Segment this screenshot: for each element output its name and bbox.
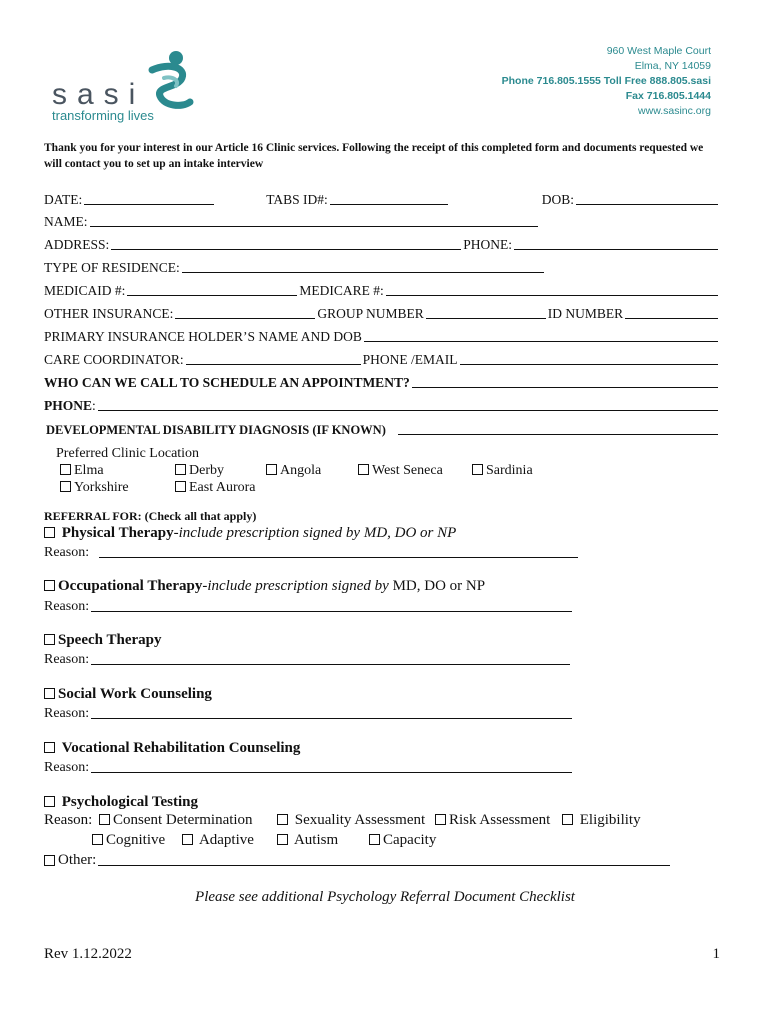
checkbox-icon[interactable] [99,814,110,825]
dd-diagnosis-label: DEVELOPMENTAL DISABILITY DIAGNOSIS (IF KNOWN) [46,423,386,437]
psych-option-cognitive[interactable] [92,832,165,849]
referral-social-work[interactable] [44,686,212,703]
clinic-title: Preferred Clinic Location [56,446,200,461]
other-field[interactable] [98,864,670,866]
psych-option-label: Risk Assessment [449,812,551,828]
clinic-option-yorkshire[interactable] [60,480,129,496]
date-field[interactable] [84,203,214,205]
primary-holder-label: PRIMARY INSURANCE HOLDER’S NAME AND DOB [44,329,362,344]
checkbox-icon[interactable] [44,527,55,538]
clinic-option-sardinia[interactable] [472,463,533,479]
clinic-label: West Seneca [372,463,443,478]
psych-option-autism[interactable] [277,832,338,849]
psych-title: Psychological Testing [61,794,199,810]
care-coordinator-field[interactable] [186,363,361,365]
checkbox-icon[interactable] [472,464,483,475]
address-block [502,44,711,119]
clinic-option-west-seneca[interactable] [358,463,443,479]
referral-psychological-testing[interactable] [44,794,198,811]
social-reason-field[interactable] [91,717,572,719]
checkbox-icon[interactable] [92,834,103,845]
medicaid-field[interactable] [127,294,297,296]
pt-title: Physical Therapy [61,525,174,541]
address-field[interactable] [111,248,461,250]
clinic-label: Elma [74,463,104,478]
phone-email-field[interactable] [460,363,718,365]
who-call-label: WHO CAN WE CALL TO SCHEDULE AN APPOINTMENT? [44,375,410,390]
psych-option-sexuality[interactable] [277,812,425,829]
social-title: Social Work Counseling [58,686,212,702]
checkbox-icon[interactable] [175,464,186,475]
checkbox-icon[interactable] [182,834,193,845]
page-number: 1 [712,946,720,962]
checkbox-icon[interactable] [277,814,288,825]
checkbox-icon[interactable] [175,481,186,492]
ot-reason-field[interactable] [91,610,572,612]
speech-title: Speech Therapy [58,632,162,648]
other-insurance-field[interactable] [175,317,315,319]
name-label: NAME: [44,214,88,229]
checkbox-icon[interactable] [266,464,277,475]
website-link[interactable]: www.sasinc.org [638,105,711,117]
intro-text: Thank you for your interest in our Article 16 Clinic services. Following the receipt of this completed form and documents requested we will contact you to set up an intake interview [44,142,704,170]
fax-line: Fax 716.805.1444 [625,90,711,102]
address-line2: Elma, NY 14059 [634,60,711,72]
checkbox-icon[interactable] [435,814,446,825]
dob-label: DOB: [541,192,574,207]
psych-option-label: Cognitive [106,832,166,848]
vocational-title: Vocational Rehabilitation Counseling [61,740,301,756]
psych-option-capacity[interactable] [369,832,436,849]
psych-option-label: Consent Determination [113,812,253,828]
other-checkbox-icon[interactable] [44,855,55,866]
phone2-field[interactable] [98,409,718,411]
tabs-id-field[interactable] [330,203,448,205]
checkbox-icon[interactable] [562,814,573,825]
checkbox-icon[interactable] [369,834,380,845]
clinic-label: East Aurora [189,480,256,495]
vocational-reason-field[interactable] [91,771,572,773]
speech-reason-field[interactable] [91,663,570,665]
phone-line: Phone 716.805.1555 Toll Free 888.805.sasi [501,75,711,87]
name-field[interactable] [90,225,538,227]
checkbox-icon[interactable] [44,796,55,807]
psych-option-eligibility[interactable] [562,812,641,829]
date-label: DATE: [44,192,83,207]
residence-label: TYPE OF RESIDENCE: [44,260,180,275]
residence-field[interactable] [182,271,544,273]
ot-title: Occupational Therapy [58,578,203,594]
psych-option-consent[interactable] [99,812,253,829]
psych-option-label: Adaptive [198,832,254,848]
ot-note: -include prescription signed by [202,578,389,594]
address-label: ADDRESS: [44,237,110,252]
psych-option-adaptive[interactable] [182,832,254,849]
referral-occupational-therapy[interactable] [44,578,485,595]
social-reason-label: Reason: [44,706,90,721]
clinic-option-east-aurora[interactable] [175,480,255,496]
group-number-field[interactable] [426,317,546,319]
checkbox-icon[interactable] [44,742,55,753]
checkbox-icon[interactable] [44,634,55,645]
pt-note: -include prescription signed by MD, DO or NP [173,525,457,541]
ot-note2: MD, DO or NP [388,578,486,594]
checkbox-icon[interactable] [277,834,288,845]
who-call-field[interactable] [412,386,718,388]
medicare-label: MEDICARE #: [299,283,384,298]
other-insurance-label: OTHER INSURANCE: [44,306,174,321]
checkbox-icon[interactable] [44,688,55,699]
phone-email-label: PHONE /EMAIL [362,352,458,367]
revision-label: Rev 1.12.2022 [44,946,132,962]
logo-tagline: transforming lives [52,108,154,123]
clinic-label: Angola [280,463,322,478]
id-number-field[interactable] [625,317,718,319]
checkbox-icon[interactable] [60,481,71,492]
pt-reason-label: Reason: [44,545,90,560]
pt-reason-field[interactable] [99,556,578,558]
medicaid-label: MEDICAID #: [44,283,126,298]
psych-option-label: Capacity [383,832,437,848]
ot-reason-label: Reason: [44,599,90,614]
checkbox-icon[interactable] [44,580,55,591]
clinic-label: Sardinia [486,463,533,478]
referral-heading: REFERRAL FOR: (Check all that apply) [44,509,257,523]
address-phone-field[interactable] [514,248,718,250]
dd-diagnosis-field[interactable] [398,433,718,435]
checkbox-icon[interactable] [60,464,71,475]
psych-option-label: Autism [293,832,339,848]
id-number-label: ID NUMBER [547,306,624,321]
logo-wordmark: sasi [52,78,146,111]
psych-reason-label: Reason: [44,812,93,828]
group-number-label: GROUP NUMBER [317,306,424,321]
psych-option-risk[interactable] [435,812,550,829]
care-coordinator-label: CARE COORDINATOR: [44,352,184,367]
speech-reason-label: Reason: [44,652,90,667]
vocational-reason-label: Reason: [44,760,90,775]
clinic-label: Yorkshire [74,480,129,495]
referral-physical-therapy[interactable] [44,525,456,542]
clinic-option-elma[interactable] [60,463,104,479]
clinic-option-angola[interactable] [266,463,321,479]
clinic-label: Derby [189,463,224,478]
psych-option-label: Sexuality Assessment [294,812,426,828]
primary-holder-field[interactable] [364,340,718,342]
logo [50,48,200,128]
clinic-option-derby[interactable] [175,463,224,479]
footer-note: Please see additional Psychology Referral Document Checklist [195,889,575,905]
medicare-field[interactable] [386,294,718,296]
address-line1: 960 West Maple Court [606,45,711,57]
referral-speech-therapy[interactable] [44,632,161,649]
checkbox-icon[interactable] [358,464,369,475]
other-label: Other: [58,852,97,868]
dob-field[interactable] [576,203,718,205]
phone2-label: PHONE [44,398,93,413]
referral-vocational[interactable] [44,740,300,757]
tabs-id-label: TABS ID#: [266,192,328,207]
psych-option-label: Eligibility [579,812,641,828]
address-phone-label: PHONE: [463,237,513,252]
